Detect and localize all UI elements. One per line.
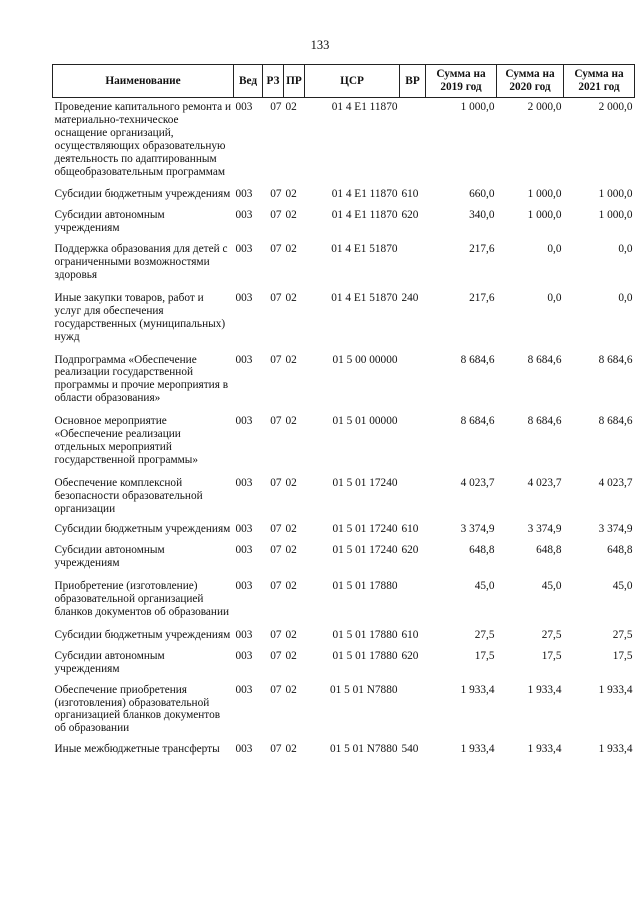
row-sum-2019: 1 933,4 [460,743,495,756]
row-sum-2019: 648,8 [469,544,495,557]
page-number: 133 [310,38,330,52]
row-ved: 003 [235,353,253,366]
row-pr: 02 [285,544,297,557]
row-vr [400,570,426,619]
table-row [53,642,635,676]
row-pr: 02 [285,415,297,428]
row-csr: 01 5 01 N7880 [330,743,398,756]
row-csr: 01 4 E1 11870 [331,209,398,222]
table-row [53,235,635,282]
row-sum-2020: 1 933,4 [527,683,562,696]
row-sum-2019: 8 684,6 [460,353,495,366]
header-sum-2021: Сумма на 2021 год [564,65,635,98]
row-sum-2019: 27,5 [474,628,495,641]
row-pr: 02 [285,649,297,662]
row-sum-2019: 217,6 [469,243,495,256]
row-rz: 07 [270,188,282,201]
table-header-row [53,65,635,98]
row-sum-2019: 660,0 [469,188,495,201]
row-sum-2019: 217,6 [469,291,495,304]
row-name: Субсидии бюджетным учреждениям [54,523,231,536]
row-vr: 620 [401,209,419,222]
row-vr: 240 [401,291,419,304]
table-row [53,282,635,344]
row-ved: 003 [235,649,253,662]
row-vr: 540 [401,743,419,756]
row-sum-2021: 17,5 [612,649,633,662]
row-rz: 07 [270,415,282,428]
row-csr: 01 4 E1 51870 [331,243,398,256]
row-sum-2020: 1 933,4 [527,743,562,756]
row-csr: 01 5 01 17880 [332,649,398,662]
row-sum-2020: 17,5 [541,649,562,662]
row-ved: 003 [235,743,253,756]
row-name: Обеспечение комплексной безопасности образовательной организации [54,476,203,515]
row-sum-2019: 340,0 [469,209,495,222]
row-name: Субсидии бюджетным учреждениям [54,188,231,201]
table-row [53,98,635,179]
row-sum-2019: 3 374,9 [460,523,495,536]
row-csr: 01 5 01 17880 [332,580,398,593]
row-ved: 003 [235,101,253,113]
row-name: Субсидии автономным учреждениям [54,649,165,675]
row-csr: 01 5 01 N7880 [330,683,398,696]
row-sum-2019: 1 000,0 [460,101,495,113]
table-row [53,570,635,619]
row-csr: 01 4 E1 51870 [331,291,398,304]
table-row [53,405,635,467]
table-row [53,467,635,516]
table-row [53,515,635,536]
row-sum-2021: 3 374,9 [598,523,633,536]
row-sum-2021: 45,0 [612,580,633,593]
row-pr: 02 [285,291,297,304]
row-ved: 003 [235,209,253,222]
row-csr: 01 5 01 17880 [332,628,398,641]
row-rz: 07 [270,476,282,489]
row-sum-2020: 1 000,0 [527,188,562,201]
header-sum-2020: Сумма на 2020 год [497,65,564,98]
row-sum-2019: 4 023,7 [460,476,495,489]
row-csr: 01 5 01 00000 [332,415,398,428]
row-rz: 07 [270,683,282,696]
header-rz: РЗ [263,65,284,98]
row-vr [400,467,426,516]
row-name: Субсидии бюджетным учреждениям [54,628,231,641]
row-ved: 003 [235,523,253,536]
row-rz: 07 [270,523,282,536]
table-row [53,676,635,736]
row-sum-2021: 1 000,0 [598,209,633,222]
row-sum-2021: 0,0 [618,243,633,256]
row-csr: 01 5 01 17240 [332,523,398,536]
row-csr: 01 5 01 17240 [332,544,398,557]
row-sum-2020: 3 374,9 [527,523,562,536]
budget-table [52,64,635,756]
row-ved: 003 [235,628,253,641]
row-sum-2021: 27,5 [612,628,633,641]
row-pr: 02 [285,243,297,256]
row-sum-2019: 45,0 [474,580,495,593]
row-pr: 02 [285,628,297,641]
row-name: Субсидии автономным учреждениям [54,544,165,570]
table-row [53,735,635,756]
row-rz: 07 [270,353,282,366]
row-sum-2019: 8 684,6 [460,415,495,428]
row-sum-2019: 1 933,4 [460,683,495,696]
row-sum-2020: 8 684,6 [527,353,562,366]
row-name: Поддержка образования для детей с ограниченными возможностями здоровья [54,243,228,281]
header-pr: ПР [284,65,305,98]
row-ved: 003 [235,415,253,428]
row-vr: 610 [401,523,419,536]
table-row [53,201,635,235]
row-sum-2021: 648,8 [607,544,633,557]
row-sum-2021: 4 023,7 [598,476,633,489]
row-pr: 02 [285,353,297,366]
header-vr: ВР [400,65,426,98]
row-sum-2020: 45,0 [541,580,562,593]
row-rz: 07 [270,101,282,113]
table-row [53,344,635,406]
row-vr: 620 [401,544,419,557]
row-csr: 01 4 E1 11870 [331,101,398,113]
row-sum-2020: 0,0 [547,291,562,304]
row-name: Иные межбюджетные трансферты [54,743,220,756]
row-rz: 07 [270,628,282,641]
row-ved: 003 [235,476,253,489]
row-sum-2021: 0,0 [618,291,633,304]
row-sum-2020: 4 023,7 [527,476,562,489]
header-sum-2019: Сумма на 2019 год [426,65,497,98]
row-vr [400,344,426,406]
table-row [53,619,635,642]
table-row [53,536,635,570]
row-pr: 02 [285,580,297,593]
row-sum-2020: 2 000,0 [527,101,562,113]
row-name: Подпрограмма «Обеспечение реализации государственной программы и прочие мероприятия в области образования» [54,353,229,405]
row-name: Иные закупки товаров, работ и услуг для обеспечения государственных (муниципальных) нужд [54,291,226,343]
row-vr [400,98,426,179]
row-rz: 07 [270,743,282,756]
row-ved: 003 [235,683,253,696]
row-rz: 07 [270,649,282,662]
row-csr: 01 5 01 17240 [332,476,398,489]
row-sum-2020: 1 000,0 [527,209,562,222]
row-sum-2021: 8 684,6 [598,353,633,366]
row-rz: 07 [270,580,282,593]
row-rz: 07 [270,209,282,222]
row-pr: 02 [285,683,297,696]
row-ved: 003 [235,580,253,593]
row-vr [400,235,426,282]
row-sum-2020: 27,5 [541,628,562,641]
row-sum-2019: 17,5 [474,649,495,662]
row-pr: 02 [285,188,297,201]
row-csr: 01 5 00 00000 [332,353,398,366]
row-vr: 620 [401,649,419,662]
row-rz: 07 [270,291,282,304]
row-sum-2021: 1 000,0 [598,188,633,201]
row-sum-2021: 2 000,0 [598,101,633,113]
row-vr: 610 [401,628,419,641]
row-vr: 610 [401,188,419,201]
row-name: Обеспечение приобретения (изготовления) образовательной организацией бланков документов об образовании [54,683,221,735]
row-rz: 07 [270,243,282,256]
row-vr [400,676,426,736]
row-name: Приобретение (изготовление) образовательной организацией бланков документов об образовании [54,580,230,618]
row-ved: 003 [235,291,253,304]
row-ved: 003 [235,243,253,256]
row-pr: 02 [285,476,297,489]
row-sum-2020: 8 684,6 [527,415,562,428]
row-sum-2020: 0,0 [547,243,562,256]
row-name: Основное мероприятие «Обеспечение реализации отдельных мероприятий государственной программы» [54,415,199,466]
row-pr: 02 [285,523,297,536]
table-row [53,178,635,201]
header-name: Наименование [53,65,234,98]
row-sum-2021: 1 933,4 [598,743,633,756]
row-sum-2020: 648,8 [536,544,562,557]
row-pr: 02 [285,209,297,222]
row-sum-2021: 1 933,4 [598,683,633,696]
row-ved: 003 [235,544,253,557]
header-csr: ЦСР [305,65,400,98]
row-name: Субсидии автономным учреждениям [54,209,165,235]
row-vr [400,405,426,467]
row-rz: 07 [270,544,282,557]
header-ved: Вед [234,65,263,98]
row-pr: 02 [285,743,297,756]
row-csr: 01 4 E1 11870 [331,188,398,201]
row-pr: 02 [285,101,297,113]
row-ved: 003 [235,188,253,201]
row-name: Проведение капитального ремонта и материально-техническое оснащение организаций, осуществляющих образовательную деятельность по адаптированным общеобразовательным программам [54,101,232,178]
row-sum-2021: 8 684,6 [598,415,633,428]
